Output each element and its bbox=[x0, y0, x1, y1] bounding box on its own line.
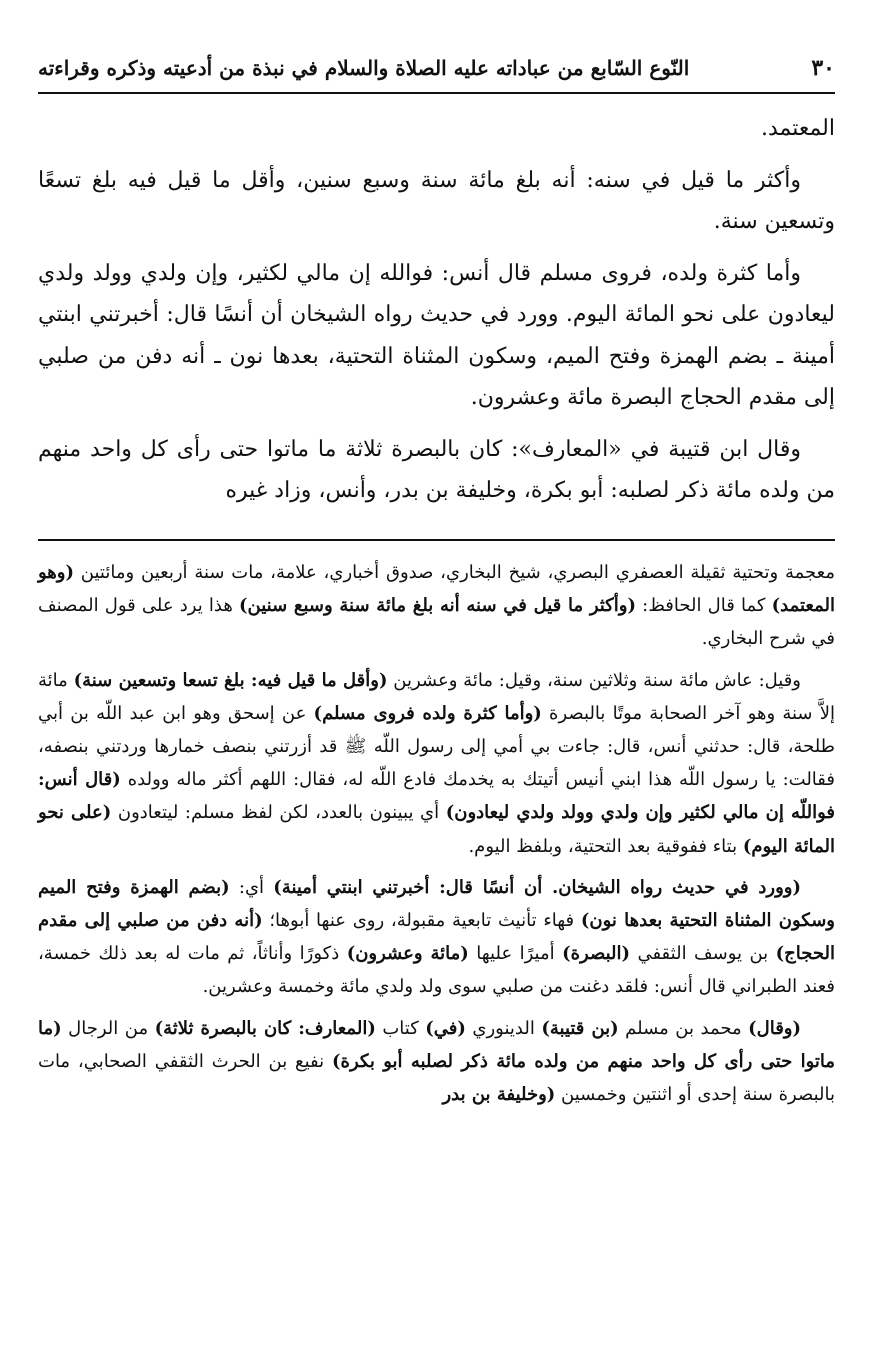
commentary-divider bbox=[38, 539, 835, 541]
commentary-text: ذكورًا وأناثاً، ثم مات له بعد ذلك خمسة، فعند الطبراني قال أنس: فلقد دغنت من صلبي سوى ولد ولدي مائة وخمسة وعشرين. bbox=[38, 943, 835, 998]
quoted-text: (في) bbox=[425, 1017, 466, 1039]
quoted-text: (ما ماتوا حتى رأى كل واحد منهم من ولده مائة ذكر لصلبه أبو بكرة) bbox=[38, 1017, 836, 1072]
commentary-text: معجمة وتحتية ثقيلة العصفري البصري، شيخ البخاري، صدوق أخباري، علامة، مات سنة أربعين ومائتين bbox=[74, 562, 835, 583]
commentary-text: بتاء ففوقية بعد التحتية، وبلفظ اليوم. bbox=[468, 835, 743, 857]
page-header bbox=[38, 46, 835, 90]
commentary-paragraph bbox=[38, 664, 835, 863]
running-title: النّوع السّابع من عباداته عليه الصلاة والسلام في نبذة من أدعيته وذكره وقراءته bbox=[38, 56, 690, 80]
commentary-paragraph bbox=[38, 871, 835, 1004]
quoted-text: (أنه دفن من صلبي إلى مقدم الحجاج) bbox=[38, 910, 835, 965]
main-paragraph: وأكثر ما قيل في سنه: أنه بلغ مائة سنة وسبع سنين، وأقل ما قيل فيه بلغ تسعًا وتسعين سنة. bbox=[38, 167, 835, 234]
commentary-paragraph bbox=[38, 556, 835, 656]
commentary-text: كما قال الحافظ: bbox=[635, 595, 772, 617]
quoted-text: (وخليفة بن بدر bbox=[442, 1084, 556, 1106]
quoted-text: (وقال) bbox=[748, 1017, 802, 1039]
quoted-text: (المعارف: كان بالبصرة ثلاثة) bbox=[154, 1017, 376, 1039]
commentary-text: محمد بن مسلم bbox=[618, 1017, 749, 1039]
quoted-text: (مائة وعشرون) bbox=[346, 943, 469, 965]
quoted-text: (وورد في حديث رواه الشيخان. أن أنسًا قال: أخبرتني ابنتي أمينة) bbox=[273, 876, 801, 898]
quoted-text: (قال أنس: فواللّه إن مالي لكثير وإن ولدي وولد ولدي ليعادون) bbox=[38, 769, 835, 824]
quoted-text: (وأقل ما قيل فيه: بلغ تسعا وتسعين سنة) bbox=[73, 669, 388, 691]
main-text bbox=[38, 108, 835, 522]
commentary-paragraph bbox=[38, 1012, 835, 1112]
page-number: ٣٠ bbox=[811, 55, 835, 81]
commentary-text: الدينوري bbox=[465, 1017, 542, 1039]
commentary bbox=[38, 556, 835, 1119]
main-paragraph: المعتمد. bbox=[760, 116, 835, 141]
commentary-text: وقيل: عاش مائة سنة وثلاثين سنة، وقيل: مائة وعشرين bbox=[387, 669, 801, 691]
quoted-text: (بضم الهمزة وفتح الميم وسكون المثناة التحتية بعدها نون) bbox=[38, 876, 836, 932]
quoted-text: (البصرة) bbox=[562, 943, 630, 965]
commentary-text: هذا يرد على قول المصنف في شرح البخاري. bbox=[38, 595, 835, 650]
commentary-text: عن إسحق وهو ابن عبد اللّه بن أبي طلحة، قال: حدثني أنس، قال: جاءت بي أمي إلى رسول اللّه ﷺ قد أزرتني بنصف خمارها وردتني بنصفه، فقالت: يا رسول اللّه هذا ابني أنيس أتيتك به يخدمك فادع اللّه له، فقال: اللهم أكثر ماله وولده bbox=[38, 702, 836, 791]
commentary-text: فهاء تأنيث تابعية مقبولة، روى عنها أبوها؛ bbox=[262, 910, 581, 932]
quoted-text: (على نحو المائة اليوم) bbox=[38, 802, 835, 857]
commentary-text: أي يبينون بالعدد، لكن لفظ مسلم: ليتعادون bbox=[111, 802, 446, 824]
quoted-text: (بن قتيبة) bbox=[541, 1017, 619, 1039]
commentary-text: مائة إلاَّ سنة وهو آخر الصحابة موتًا بالبصرة bbox=[38, 669, 835, 724]
commentary-text: أي: bbox=[229, 876, 274, 898]
quoted-text: (وهو المعتمد) bbox=[38, 562, 836, 617]
quoted-text: (وأكثر ما قيل في سنه أنه بلغ مائة سنة وسبع سنين) bbox=[239, 595, 636, 617]
commentary-text: نفيع بن الحرث الثقفي الصحابي، مات بالبصرة سنة إحدى أو اثنتين وخمسين bbox=[38, 1050, 835, 1106]
main-paragraph: وأما كثرة ولده، فروى مسلم قال أنس: فوالله إن مالي لكثير، وإن ولدي وولد ولدي ليعادون على نحو المائة اليوم. وورد في حديث رواه الشيخان أن أنسًا قال: أخبرتني ابنتي أمينة ـ بضم الهمزة وفتح الميم، وسكون المثناة التحتية، بعدها نون ـ أنه دفن من صلبي إلى مقدم الحجاج البصرة مائة وعشرون. bbox=[38, 260, 835, 410]
commentary-text: بن يوسف الثقفي bbox=[630, 943, 776, 965]
header-divider bbox=[38, 92, 835, 94]
commentary-text: كتاب bbox=[375, 1017, 426, 1039]
commentary-text: من الرجال bbox=[61, 1017, 155, 1039]
quoted-text: (وأما كثرة ولده فروى مسلم) bbox=[313, 702, 542, 724]
main-paragraph: وقال ابن قتيبة في «المعارف»: كان بالبصرة ثلاثة ما ماتوا حتى رأى كل واحد منهم من ولده مائة ذكر لصلبه: أبو بكرة، وخليفة بن بدر، وأنس، وزاد غيره bbox=[38, 436, 835, 503]
commentary-text: أميرًا عليها bbox=[468, 943, 563, 965]
